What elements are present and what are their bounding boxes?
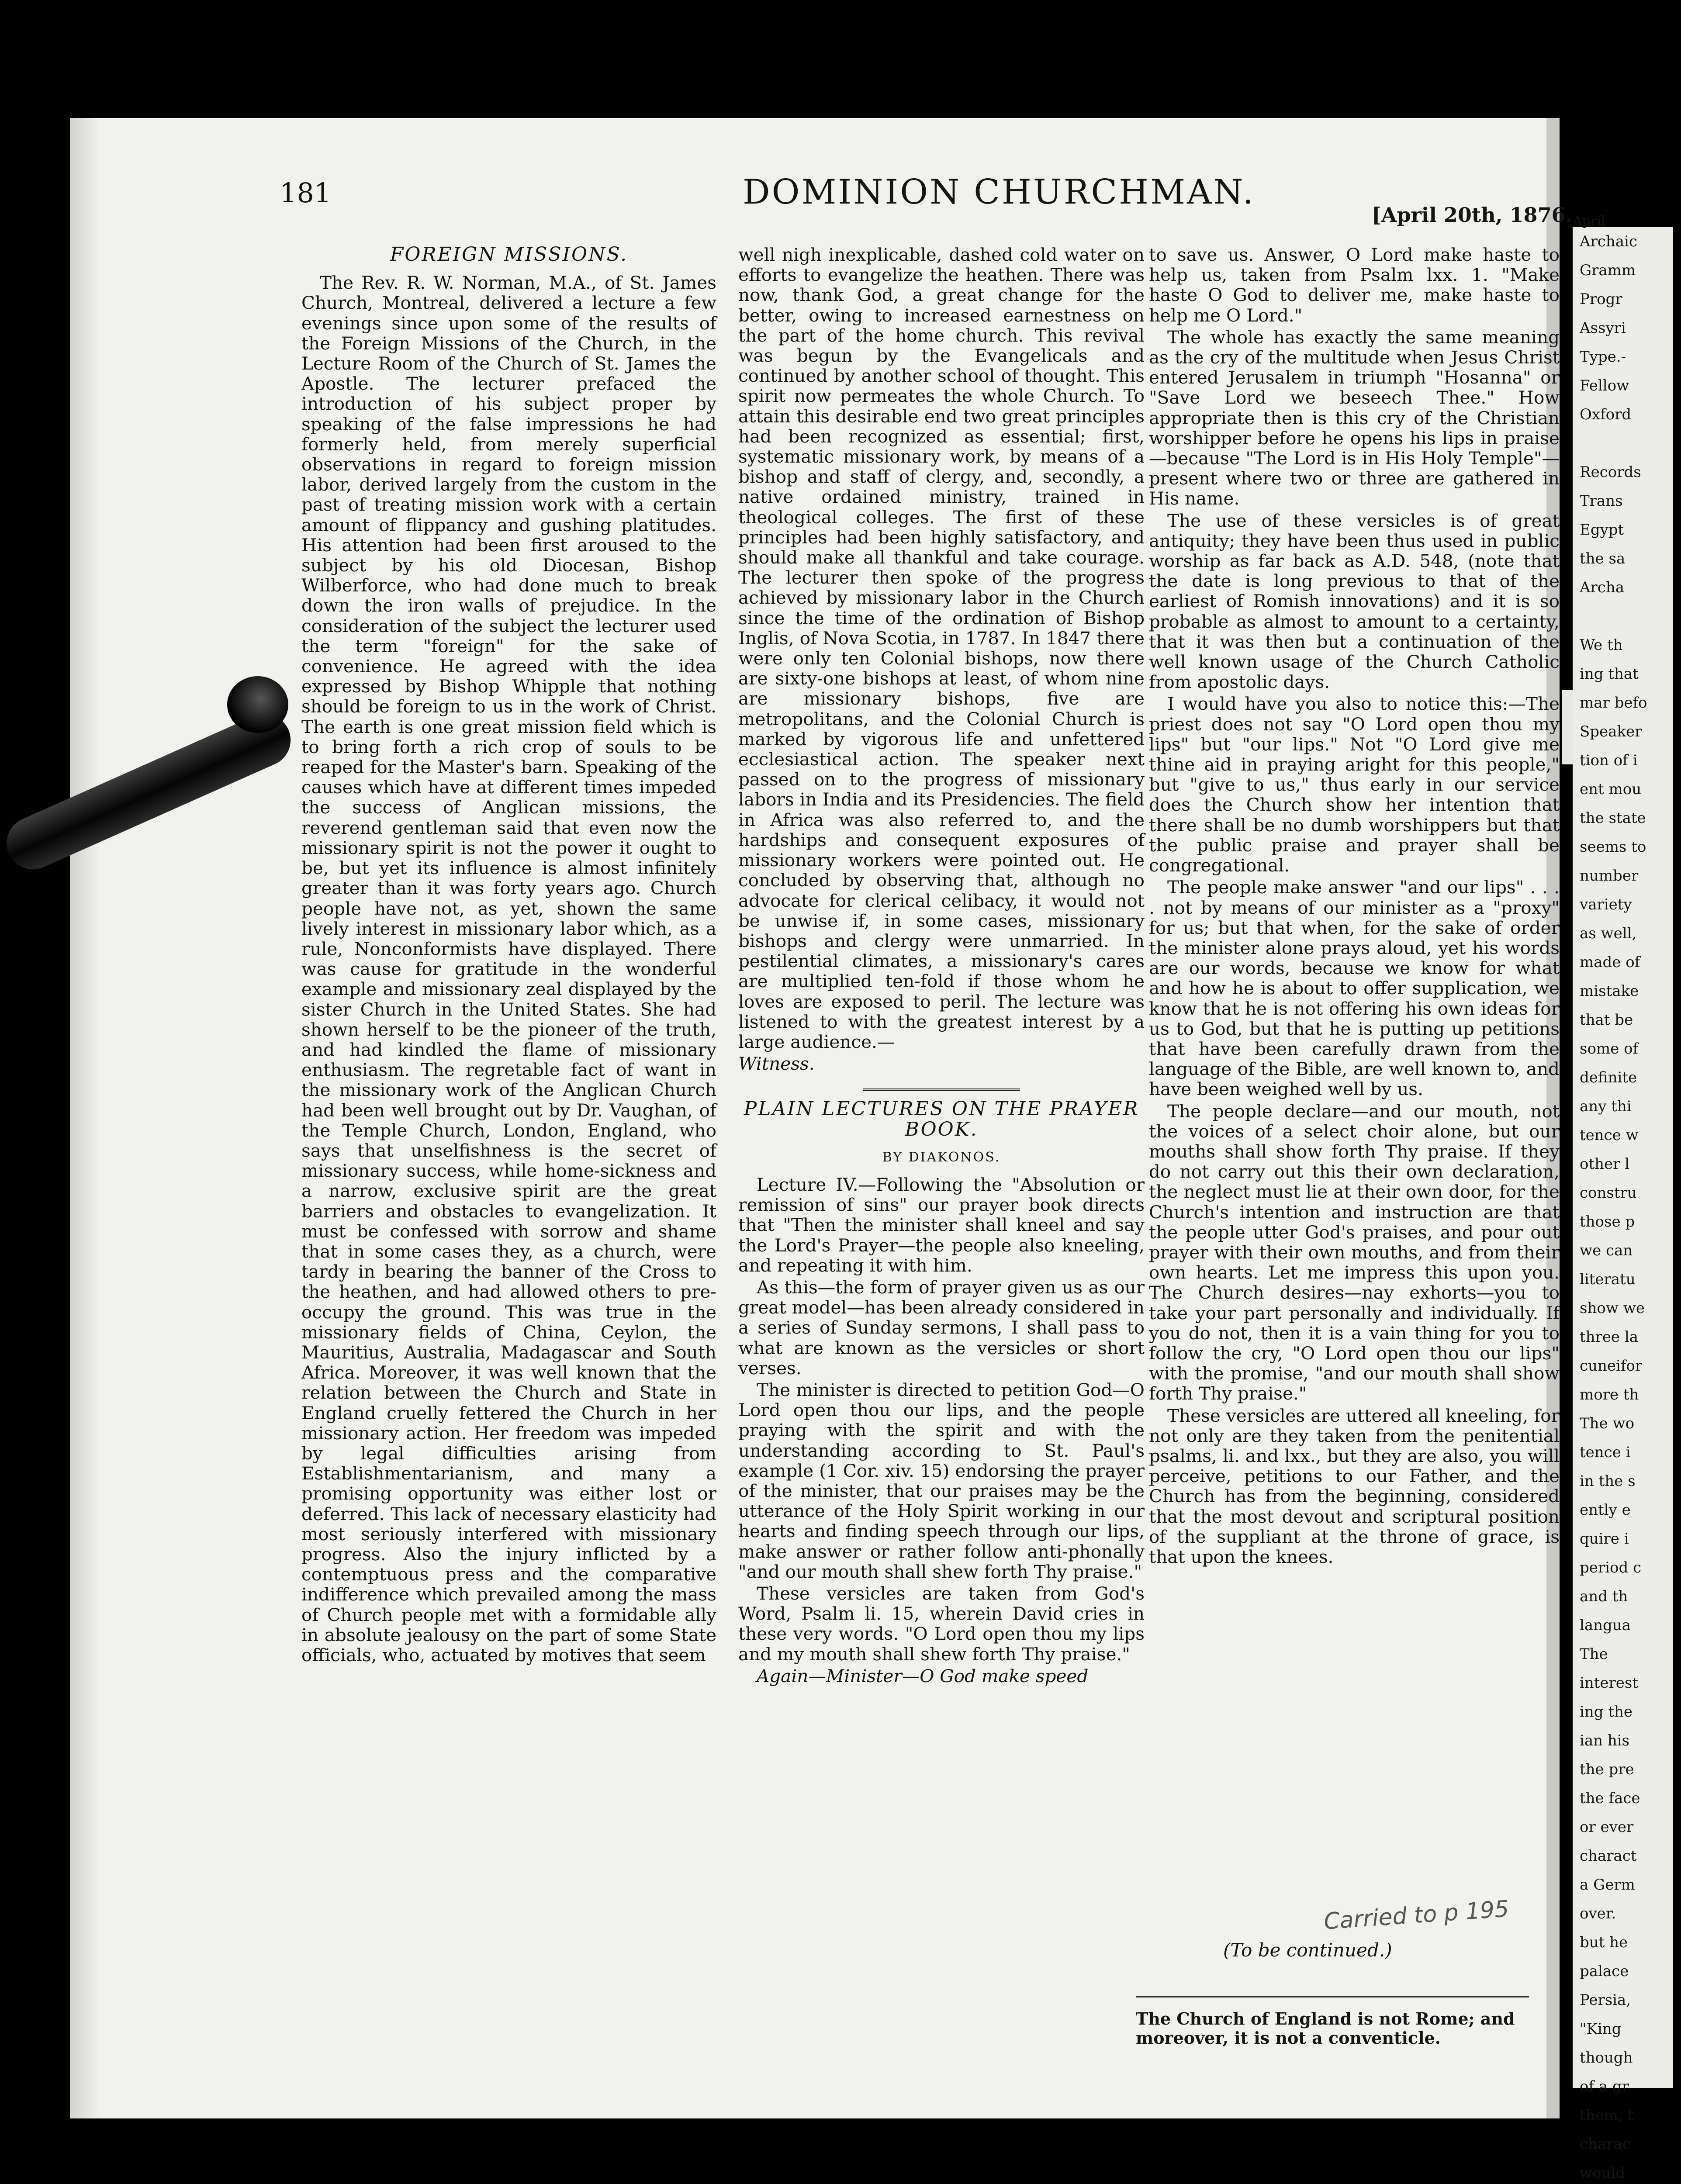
next-page-line: and th: [1580, 1588, 1628, 1605]
next-page-line: quire i: [1580, 1530, 1629, 1548]
next-page-line: though: [1580, 2049, 1633, 2067]
article-title-prayer-book: PLAIN LECTURES ON THE PRAYER BOOK.: [744, 1098, 1139, 1140]
next-page-line: ing that: [1580, 665, 1639, 683]
paragraph: As this—the form of prayer given us as our great model—has been already considered in a series of Sunday sermons, I shall pass to what are known as the versicles or short verses.: [738, 1276, 1145, 1379]
next-page-line: literatu: [1580, 1271, 1636, 1288]
stylus-tip: [227, 676, 288, 733]
paragraph: The people make answer "and our lips" . . . . not by means of our minister as a "proxy" for us; but that when, for the sake of order the minister alone prays aloud, yet his words are our words, because we know for what and how he is about to offer supplication, we know that he is not offering his own ideas for us to God, but that he is putting up petitions that have been carefully drawn from the language of the Bible, are well known to, and have been weighed well by us.: [1149, 877, 1560, 1100]
section-divider: [863, 1089, 1020, 1091]
issue-date: [April 20th, 1876.: [1372, 203, 1573, 227]
next-page-line: over.: [1580, 1905, 1616, 1922]
next-page-line: Assyri: [1580, 319, 1626, 337]
next-page-line: Archa: [1580, 579, 1625, 596]
article-continuation: well nigh inexplicable, dashed cold water on efforts to evangelize the heathen. There was now, thank God, a great change for the better, owing to increased earnestness on the part of the home church. This revival was begun by the Evangelicals and continued by another school of thought. This spirit now permeates the whole Church. To attain this desirable end two great principles had been recognized as essential; first, systematic missionary work, by means of a bishop and staff of clergy, and, secondly, a native ordained ministry, trained in theological colleges. The first of these principles had been highly satisfactory, and should make all thankful and take courage. The lecturer then spoke of the progress achieved by missionary labor in the Church since the time of the ordination of Bishop Inglis, of Nova Scotia, in 1787. In 1847 there were only ten Colonial bishops, now there are sixty-one bishops at least, of whom nine are missionary bishops, five are metropolitans, and the Colonial Church is marked by vigorous life and unfettered ecclesiastical action. The speaker next passed on to the progress of missionary labors in India and its Presidencies. The field in Africa was also referred to, and the hardships and consequent exposures of missionary workers were pointed out. He concluded by observing that, although no advocate for clerical celibacy, it would not be unwise if, in some cases, missionary bishops and clergy were unmarried. In pestilential climates, a missionary's cares are multiplied ten-fold if those whom he loves are exposed to peril. The lecture was listened to with the greatest interest by a large audience.—: [738, 244, 1145, 1052]
bottom-rule: [1136, 1996, 1529, 1997]
next-page-line: other l: [1580, 1155, 1630, 1173]
handwritten-annotation: Carried to p 195: [1323, 1896, 1510, 1935]
next-page-line: Fellow: [1580, 377, 1629, 394]
next-page-header: April: [1573, 214, 1605, 229]
next-page-line: Trans: [1580, 492, 1623, 510]
next-page-line: Type.-: [1580, 348, 1626, 366]
next-page-line: Oxford: [1580, 406, 1632, 423]
paragraph: The people declare—and our mouth, not the voices of a select choir alone, but our mouths shall show forth Thy praise. If they do not carry out this their own declaration, the neglect must lie at their own door, for the Church's intention and instruction are that the people utter God's praises, and pour out prayer with their own mouths, and from their own hearts. Let me impress this upon you. The Church desires—nay exhorts—you to take your part personally and individually. If you do not, then it is a vain thing for you to follow the cry, "O Lord open thou our lips" with the promise, "and our mouth shall show forth Thy praise.": [1149, 1100, 1560, 1404]
next-page-line: interest: [1580, 1674, 1639, 1692]
next-page-line: Records: [1580, 463, 1641, 481]
next-page-line: charac: [1580, 2136, 1631, 2153]
next-page-line: constru: [1580, 1184, 1637, 1202]
paragraph: Again—Minister—O God make speed: [757, 1665, 1089, 1686]
next-page-line: ing the: [1580, 1703, 1633, 1721]
next-page-line: mistake: [1580, 982, 1639, 1000]
next-page-line: the sa: [1580, 550, 1626, 567]
next-page-line: variety: [1580, 896, 1632, 913]
next-page-line: the state: [1580, 809, 1646, 827]
paragraph: Lecture IV.—Following the "Absolution or remission of sins" our prayer book directs that "Then the minister shall kneel and say the Lord's Prayer—the people also kneeling, and repeating it with him.: [738, 1174, 1145, 1276]
page-binding-shadow: [70, 118, 100, 2118]
next-page-line: The wo: [1580, 1415, 1635, 1432]
paragraph: The whole has exactly the same meaning as the cry of the multitude when Jesus Christ entered Jerusalem in triumph "Hosanna" or "Save Lord we beseech Thee." How appropriate then is this cry of the Christian worshipper before he opens his lips in praise—because "The Lord is in His Holy Temple"—present where two or three are gathered in His name.: [1149, 326, 1560, 509]
paragraph: These versicles are uttered all kneeling, for not only are they taken from the penitential psalms, li. and lxx., but they are also, you will perceive, petitions to our Father, and the Church has from the beginning, considered that the most devout and scriptural position of the suppliant at the throne of grace, is that upon the knees.: [1149, 1405, 1560, 1567]
next-page-line: in the s: [1580, 1472, 1636, 1490]
column-1: [301, 245, 716, 2114]
next-page-line: charact: [1580, 1847, 1637, 1865]
next-page-line: we can: [1580, 1242, 1633, 1259]
next-page-line: those p: [1580, 1213, 1635, 1230]
article-source: Witness.: [738, 1053, 815, 1075]
next-page-line: langua: [1580, 1617, 1631, 1634]
paragraph: I would have you also to notice this:—The priest does not say "O Lord open thou my lips" but "our lips." Not "O Lord give me thine aid in praying aright for this people," but "give to us," thus early in our service does the Church show her intention that there shall be no dumb worshippers but that the public praise and prayer shall be congregational.: [1149, 693, 1560, 876]
next-page-line: would: [1580, 2164, 1626, 2182]
next-page-line: seems to: [1580, 838, 1646, 856]
page-header: [280, 173, 1581, 225]
next-page-line: them, t: [1580, 2107, 1634, 2124]
masthead-title: DOMINION CHURCHMAN.: [743, 173, 1256, 212]
column-2: [738, 245, 1145, 2079]
next-page-line: or ever: [1580, 1818, 1634, 1836]
next-page-line: Archaic: [1580, 233, 1637, 250]
next-page-line: tion of i: [1580, 752, 1638, 769]
next-page-line: ently e: [1580, 1501, 1631, 1519]
next-page-line: that be: [1580, 1011, 1633, 1029]
next-page-line: number: [1580, 867, 1639, 885]
next-page-line: definite: [1580, 1069, 1637, 1086]
next-page-line: palace: [1580, 1963, 1629, 1980]
next-page-line: show we: [1580, 1299, 1645, 1317]
column-3: [1149, 245, 1560, 2070]
next-page-line: any thi: [1580, 1098, 1632, 1115]
article-title-foreign-missions: FOREIGN MISSIONS.: [390, 243, 628, 266]
paragraph: These versicles are taken from God's Word, Psalm li. 15, wherein David cries in these very words. "O Lord open thou my lips and my mouth shall shew forth Thy praise.": [738, 1583, 1145, 1665]
next-page-lines: [1580, 227, 1673, 2184]
next-page-line: period c: [1580, 1559, 1642, 1576]
next-page-line: but he: [1580, 1934, 1628, 1951]
next-page-line: Progr: [1580, 290, 1622, 308]
next-page-line: ent mou: [1580, 781, 1642, 798]
next-page-line: three la: [1580, 1328, 1639, 1346]
page-number: 181: [280, 177, 332, 209]
next-page-line: Speaker: [1580, 723, 1642, 740]
footer-note: The Church of England is not Rome; and moreover, it is not a conventicle.: [1136, 2009, 1515, 2048]
next-page-line: Gramm: [1580, 262, 1636, 279]
next-page-line: the face: [1580, 1790, 1640, 1807]
next-page-line: "King: [1580, 2020, 1622, 2038]
next-page-line: We th: [1580, 636, 1623, 654]
next-page-line: more th: [1580, 1386, 1639, 1403]
next-page-line: [1580, 429, 1673, 458]
paragraph: The minister is directed to petition God—O Lord open thou our lips, and the people praying with the spirit and with the understanding according to St. Paul's example (1 Cor. xiv. 15) endorsing the prayer of the minister, that our praises may be the utterance of the Holy Spirit working in our hearts and finding speech through our lips, make answer or rather follow anti-phonally "and our mouth shall shew forth Thy praise.": [738, 1379, 1145, 1582]
next-page-line: mar befo: [1580, 694, 1647, 712]
next-page-line: made of: [1580, 954, 1640, 971]
next-page-line: the pre: [1580, 1761, 1634, 1778]
next-page-line: of a gr: [1580, 2078, 1629, 2095]
next-page-strip: [1573, 214, 1673, 2182]
next-page-line: tence i: [1580, 1444, 1631, 1461]
next-page-line: Persia,: [1580, 1991, 1631, 2009]
next-page-line: a Germ: [1580, 1876, 1635, 1894]
next-page-line: [1580, 602, 1673, 631]
next-page-line: cuneifor: [1580, 1357, 1643, 1375]
next-page-line: some of: [1580, 1040, 1639, 1057]
article-body: The Rev. R. W. Norman, M.A., of St. James Church, Montreal, delivered a lecture a few evenings since upon some of the results of the Foreign Missions of the Church, in the Lecture Room of the Church of St. James the Apostle. The lecturer prefaced the introduction of his subject proper by speaking of the false impressions he had formerly held, from merely superficial observations in regard to foreign mission labor, derived largely from the custom in the past of treating mission work with a certain amount of flippancy and gushing platitudes. His attention had been first aroused to the subject by his old Diocesan, Bishop Wilberforce, who had done much to break down the iron walls of prejudice. In the consideration of the subject the lecturer used the term "foreign" for the sake of convenience. He agreed with the idea expressed by Bishop Whipple that nothing should be foreign to us in the work of Christ. The earth is one great mission field which is to bring forth a rich crop of souls to be reaped for the Master's barn. Speaking of the causes which have at different times impeded the success of Anglican missions, the reverend gentleman said that even now the missionary spirit is not the power it ought to be, but yet its influence is almost infinitely greater than it was forty years ago. Church people have not, as yet, shown the same lively interest in missionary labor which, as a rule, Nonconformists have displayed. There was cause for gratitude in the wonderful example and missionary zeal displayed by the sister Church in the United States. She had shown herself to be the pioneer of the truth, and had kindled the flame of missionary enthusiasm. The regretable fact of want in the missionary work of the Anglican Church had been well brought out by Dr. Vaughan, of the Temple Church, London, England, who says that unselfishness is the secret of missionary success, while home-sickness and a narrow, exclusive spirit are the great barriers and obstacles to evangelization. It must be confessed with sorrow and shame that in some cases they, as a church, were tardy in bearing the banner of the Cross to the heathen, and had allowed others to pre-occupy the ground. This was true in the missionary fields of China, Ceylon, the Mauritius, Australia, Madagascar and South Africa. Moreover, it was well known that the relation between the Church and State in England cruelly fettered the Church in her missionary action. Her freedom was impeded by legal difficulties arising from Establishmentarianism, and many a promising opportunity was either lost or deferred. This lack of necessary elasticity had most seriously interfered with missionary progress. Also the injury inflicted by a contemptuous press and the comparative indifference which prevailed among the mass of Church people met with a formidable ally in absolute jealousy on the part of some State officials, who, actuated by motives that seem: [301, 272, 716, 1666]
paragraph: The use of these versicles is of great antiquity; they have been thus used in public worship as far back as A.D. 548, (note that the date is long previous to that of the earliest of Romish innovations) and it is so probable as almost to amount to a certainty, that it was then but a continuation of the well known usage of the Church Catholic from apostolic days.: [1149, 510, 1560, 693]
article-byline: BY DIAKONOS.: [882, 1149, 1001, 1165]
paragraph: to save us. Answer, O Lord make haste to help us, taken from Psalm lxx. 1. "Make haste O God to deliver me, make haste to help me O Lord.": [1149, 244, 1560, 326]
to-be-continued: (To be continued.): [1223, 1939, 1392, 1961]
next-page-line: as well,: [1580, 925, 1637, 942]
next-page-line: Egypt: [1580, 521, 1624, 539]
next-page-line: The: [1580, 1645, 1608, 1663]
next-page-line: tence w: [1580, 1127, 1639, 1144]
next-page-line: ian his: [1580, 1732, 1630, 1749]
